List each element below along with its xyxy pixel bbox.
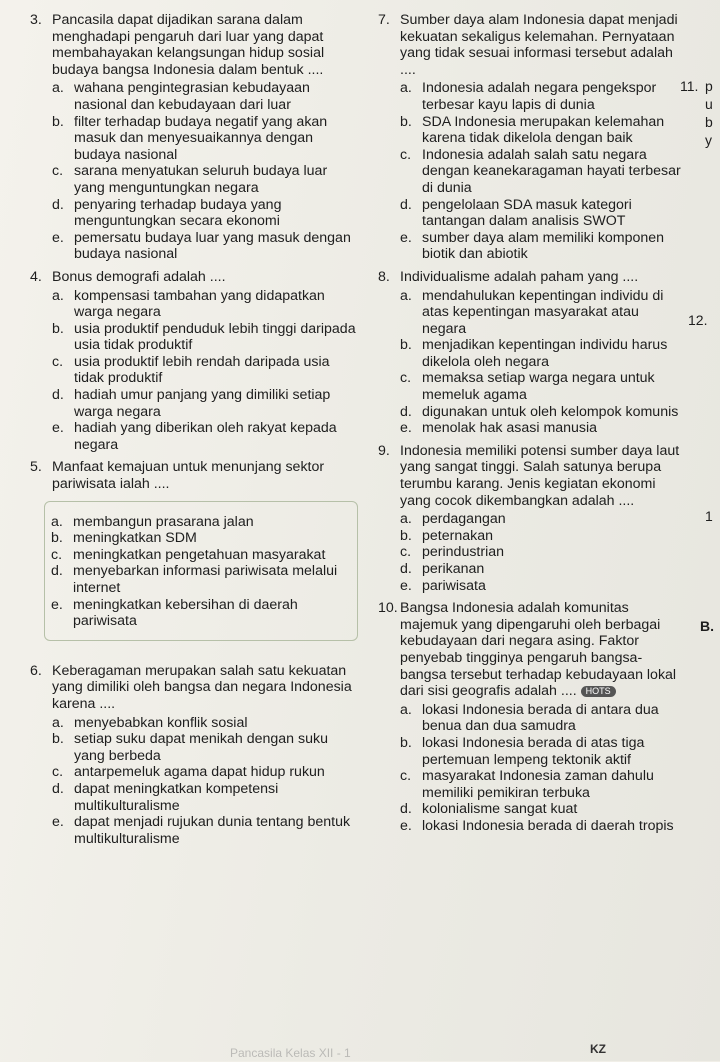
section-b-label: B. <box>700 618 714 634</box>
option-letter: b. <box>52 113 64 130</box>
option-text: meningkatkan kebersihan di daerah pariwisata <box>73 596 298 630</box>
answer-option[interactable] <box>400 80 684 113</box>
option-letter: b. <box>51 530 63 547</box>
question-stem <box>400 12 684 78</box>
cut-text: p <box>705 78 713 94</box>
option-letter: e. <box>400 817 412 834</box>
option-letter: c. <box>52 163 64 180</box>
answer-option[interactable] <box>52 781 358 814</box>
question-number: 3. <box>30 12 42 28</box>
question <box>378 600 684 834</box>
answer-option[interactable] <box>52 420 358 453</box>
question-text: Bangsa Indonesia adalah komunitas majemuk yang dipengaruhi oleh berbagai kebudayaan dari negara asing. Faktor penyebab tingginya pengaruh bangsa-bangsa tersebut terhadap kebudayaan lokal dari sisi geografis adalah .... <box>400 600 677 700</box>
option-text: menjadikan kepentingan individu harus dikelola oleh negara <box>422 337 668 370</box>
question-stem <box>52 459 358 492</box>
option-text: kolonialisme sangat kuat <box>422 801 578 818</box>
answer-option[interactable] <box>400 288 684 338</box>
option-text: menyebabkan konflik sosial <box>74 714 248 731</box>
option-list <box>400 702 684 835</box>
answer-option[interactable] <box>400 818 684 835</box>
option-letter: c. <box>52 764 64 781</box>
hots-badge: HOTS <box>581 686 616 697</box>
option-text: memaksa setiap warga negara untuk memeluk agama <box>422 370 655 404</box>
answer-option[interactable] <box>400 735 684 768</box>
option-text: SDA Indonesia merupakan kelemahan karena tidak dikelola dengan baik <box>422 113 665 147</box>
question-body <box>400 600 684 834</box>
question-text: Pancasila dapat dijadikan sarana dalam menghadapi pengaruh dari luar yang dapat membahayakan kelangsungan hidup sosial budaya bangsa Indonesia dalam bentuk .... <box>52 12 325 78</box>
option-text: menolak hak asasi manusia <box>422 420 598 437</box>
answer-option[interactable] <box>52 814 358 847</box>
footer-title: Pancasila Kelas XII - 1 <box>230 1046 351 1060</box>
option-letter: a. <box>400 511 412 528</box>
left-column <box>30 12 358 853</box>
option-text: Indonesia adalah negara pengekspor terbesar kayu lapis di dunia <box>422 80 657 113</box>
option-letter: b. <box>52 320 64 337</box>
answer-option[interactable] <box>400 337 684 370</box>
option-letter: c. <box>400 768 412 785</box>
option-letter: a. <box>52 714 64 731</box>
option-letter: e. <box>51 596 63 613</box>
option-letter: a. <box>400 287 412 304</box>
footer-code: KZ <box>590 1042 606 1056</box>
answer-option[interactable] <box>52 354 358 387</box>
question-number-11: 11. <box>680 78 699 94</box>
answer-option[interactable] <box>400 511 684 528</box>
option-list <box>400 288 684 437</box>
option-letter: e. <box>52 229 64 246</box>
option-text: usia produktif lebih rendah daripada usia tidak produktif <box>74 353 330 387</box>
question <box>30 663 358 848</box>
answer-option[interactable] <box>400 578 684 595</box>
option-text: Indonesia adalah salah satu negara dengan keanekaragaman hayati terbesar di dunia <box>422 146 681 196</box>
question-body <box>52 459 358 656</box>
option-text: lokasi Indonesia berada di atas tiga pertemuan lempeng tektonik aktif <box>422 734 645 768</box>
option-text: sumber daya alam memiliki komponen biotik dan abiotik <box>422 229 665 263</box>
middle-column <box>378 12 684 841</box>
option-letter: d. <box>400 561 412 577</box>
question <box>378 12 684 263</box>
option-letter: d. <box>51 563 63 580</box>
answer-option[interactable] <box>52 114 358 164</box>
question-stem <box>400 443 684 509</box>
option-letter: d. <box>400 196 412 213</box>
option-letter: e. <box>52 814 64 831</box>
answer-option[interactable] <box>52 731 358 764</box>
question-number: 7. <box>378 12 390 28</box>
answer-option[interactable] <box>52 197 358 230</box>
answer-option[interactable] <box>400 544 684 561</box>
answer-option[interactable] <box>51 530 347 547</box>
option-letter: d. <box>52 387 64 404</box>
option-text: perikanan <box>422 561 485 577</box>
option-text: lokasi Indonesia berada di daerah tropis <box>422 817 674 834</box>
option-text: pariwisata <box>422 577 486 594</box>
option-letter: d. <box>400 801 412 818</box>
answer-option[interactable] <box>400 370 684 403</box>
option-letter: d. <box>400 403 412 420</box>
question-number: 9. <box>378 442 390 459</box>
question-number: 6. <box>30 662 42 679</box>
option-letter: d. <box>52 780 64 797</box>
option-text: hadiah yang diberikan oleh rakyat kepada negara <box>74 420 337 453</box>
option-letter: e. <box>400 420 412 437</box>
option-text: pengelolaan SDA masuk kategori tantangan dalam analisis SWOT <box>422 196 632 230</box>
option-letter: c. <box>400 370 412 387</box>
option-letter: a. <box>51 513 63 530</box>
answer-option[interactable] <box>400 528 684 545</box>
option-text: peternakan <box>422 527 493 544</box>
answer-option[interactable] <box>52 715 358 732</box>
option-list <box>52 80 358 263</box>
answer-option[interactable] <box>400 702 684 735</box>
option-text: kompensasi tambahan yang didapatkan warga negara <box>74 287 325 321</box>
option-list <box>52 288 358 454</box>
option-text: setiap suku dapat menikah dengan suku yang berbeda <box>74 731 328 764</box>
option-letter: e. <box>400 229 412 246</box>
option-text: lokasi Indonesia berada di antara dua benua dan dua samudra <box>422 701 659 735</box>
question-number: 10. <box>378 600 398 617</box>
question-text: Individualisme adalah paham yang .... <box>400 268 639 285</box>
option-letter: a. <box>400 701 412 718</box>
answer-option[interactable] <box>51 514 347 531</box>
answer-option[interactable] <box>52 80 358 113</box>
question-number-13: 1 <box>705 508 713 524</box>
answer-option[interactable] <box>51 547 347 564</box>
answer-option[interactable] <box>52 321 358 354</box>
option-text: dapat menjadi rujukan dunia tentang bentuk multikulturalisme <box>74 814 351 847</box>
answer-option[interactable] <box>400 230 684 263</box>
option-text: dapat meningkatkan kompetensi multikulturalisme <box>74 780 279 814</box>
answer-option[interactable] <box>400 420 684 437</box>
answer-option[interactable] <box>400 768 684 801</box>
cut-text: u <box>705 96 713 112</box>
option-list <box>400 80 684 263</box>
answer-option[interactable] <box>52 230 358 263</box>
option-letter: a. <box>400 80 412 97</box>
answer-option[interactable] <box>52 387 358 420</box>
answer-option[interactable] <box>51 563 347 596</box>
question-text: Keberagaman merupakan salah satu kekuatan yang dimiliki oleh bangsa dan negara Indonesia karena .... <box>52 662 352 712</box>
option-text: antarpemeluk agama dapat hidup rukun <box>74 764 325 781</box>
question-stem <box>52 663 358 713</box>
option-letter: e. <box>400 577 412 594</box>
option-list <box>44 501 358 641</box>
option-text: digunakan untuk oleh kelompok komunis <box>422 403 679 420</box>
question-body <box>52 663 358 848</box>
question-number: 4. <box>30 268 42 285</box>
cut-text: b <box>705 114 713 130</box>
option-list <box>400 511 684 594</box>
question-body <box>52 269 358 454</box>
option-text: wahana pengintegrasian kebudayaan nasional dan kebudayaan dari luar <box>74 80 310 113</box>
answer-option[interactable] <box>400 114 684 147</box>
answer-option[interactable] <box>52 288 358 321</box>
question-text: Manfaat kemajuan untuk menunjang sektor pariwisata ialah .... <box>52 459 325 493</box>
option-letter: c. <box>52 353 64 370</box>
question <box>30 459 358 656</box>
answer-option[interactable] <box>51 597 347 630</box>
option-list <box>52 715 358 848</box>
option-text: filter terhadap budaya negatif yang akan masuk dan menyesuaikannya dengan budaya nasional <box>74 113 328 163</box>
question-number-12: 12. <box>688 312 708 328</box>
question-number: 8. <box>378 268 390 285</box>
option-letter: b. <box>400 113 412 130</box>
option-text: meningkatkan pengetahuan masyarakat <box>73 546 326 563</box>
option-text: membangun prasarana jalan <box>73 513 254 530</box>
answer-option[interactable] <box>52 163 358 196</box>
option-letter: b. <box>400 527 412 544</box>
option-text: menyebarkan informasi pariwisata melalui internet <box>73 563 338 596</box>
option-letter: a. <box>52 287 64 304</box>
option-text: sarana menyatukan seluruh budaya luar yang menguntungkan negara <box>74 163 328 196</box>
option-letter: d. <box>52 196 64 213</box>
option-letter: c. <box>400 146 412 163</box>
option-text: penyaring terhadap budaya yang menguntungkan secara ekonomi <box>74 196 282 230</box>
option-text: perindustrian <box>422 544 505 561</box>
question-stem <box>52 269 358 286</box>
question <box>30 269 358 454</box>
answer-option[interactable] <box>400 147 684 197</box>
answer-option[interactable] <box>52 764 358 781</box>
question <box>30 12 358 263</box>
answer-option[interactable] <box>400 561 684 578</box>
option-letter: b. <box>400 734 412 751</box>
option-text: mendahulukan kepentingan individu di atas kepentingan masyarakat atau negara <box>422 287 664 337</box>
question-body <box>400 12 684 263</box>
option-text: perdagangan <box>422 511 506 528</box>
answer-option[interactable] <box>400 197 684 230</box>
page-footer <box>220 1040 660 1062</box>
option-text: pemersatu budaya luar yang masuk dengan budaya nasional <box>74 229 351 263</box>
question-stem <box>400 600 684 700</box>
question-text: Bonus demografi adalah .... <box>52 268 226 285</box>
option-text: usia produktif penduduk lebih tinggi daripada usia tidak produktif <box>74 320 356 354</box>
question <box>378 443 684 594</box>
question-body <box>52 12 358 263</box>
option-letter: e. <box>52 420 64 437</box>
question-stem <box>52 12 358 78</box>
option-letter: a. <box>52 80 64 97</box>
answer-option[interactable] <box>400 801 684 818</box>
cut-text: y <box>705 132 712 148</box>
option-letter: b. <box>400 337 412 354</box>
option-text: hadiah umur panjang yang dimiliki setiap warga negara <box>74 387 331 420</box>
option-letter: b. <box>52 731 64 748</box>
question-body <box>400 443 684 594</box>
option-letter: c. <box>51 546 63 563</box>
option-text: meningkatkan SDM <box>73 530 197 547</box>
question-text: Sumber daya alam Indonesia dapat menjadi kekuatan sekaligus kelemahan. Pernyataan yang tidak sesuai informasi tersebut adalah .... <box>400 12 678 78</box>
answer-option[interactable] <box>400 404 684 421</box>
question-body <box>400 269 684 437</box>
question-number: 5. <box>30 459 42 476</box>
question <box>378 269 684 437</box>
option-letter: c. <box>400 544 412 561</box>
option-text: masyarakat Indonesia zaman dahulu memiliki pemikiran terbuka <box>422 768 654 801</box>
question-stem <box>400 269 684 286</box>
question-text: Indonesia memiliki potensi sumber daya laut yang sangat tinggi. Salah satunya berupa terumbu karang. Jenis kegiatan ekonomi yang cocok dikembangkan adalah .... <box>400 442 680 509</box>
